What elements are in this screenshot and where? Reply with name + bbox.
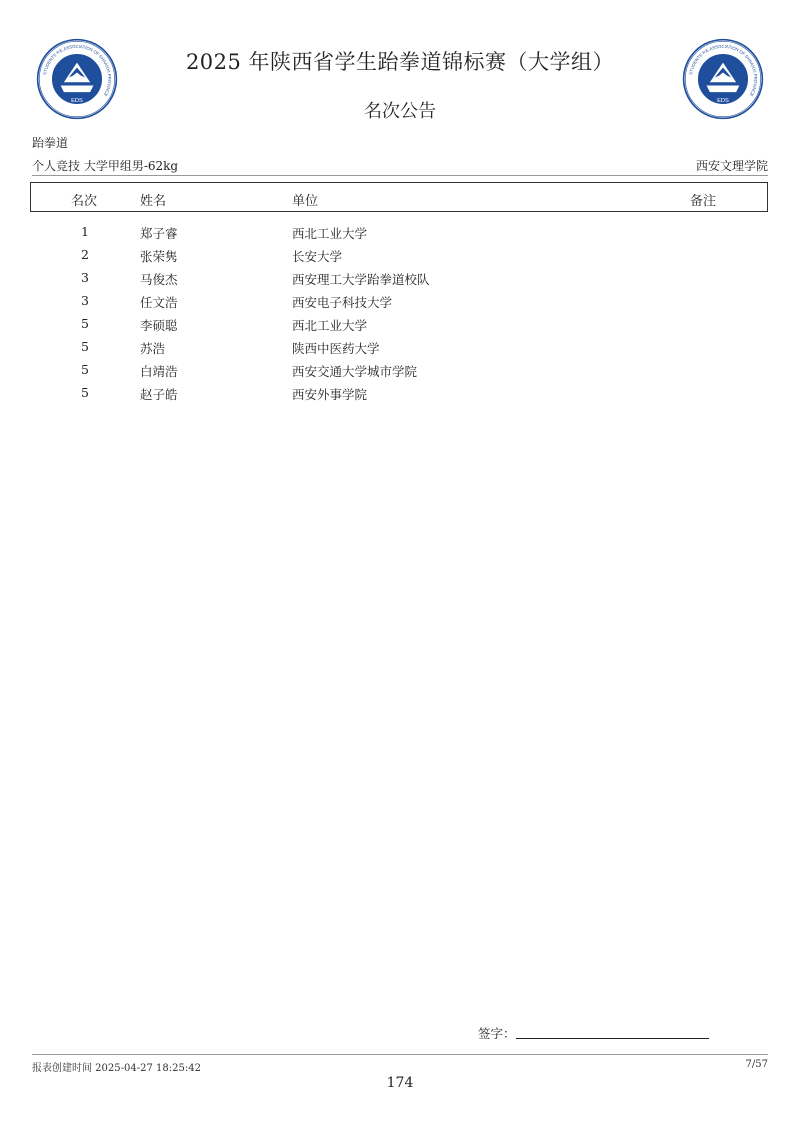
table-row <box>0 314 800 337</box>
table-row <box>0 337 800 360</box>
unit-cell: 西北工业大学 <box>292 226 368 241</box>
name-cell: 马俊杰 <box>140 272 178 287</box>
column-header-rank: 名次 <box>71 194 98 209</box>
unit-cell: 西安交通大学城市学院 <box>292 364 418 379</box>
name-cell: 李硕聪 <box>140 318 178 333</box>
document-title: 2025 年陕西省学生跆拳道锦标赛（大学组） <box>185 50 615 74</box>
page-info: 7/57 <box>745 1059 768 1070</box>
rank-cell: 2 <box>81 247 89 262</box>
results-table-body <box>0 222 800 406</box>
column-header-note: 备注 <box>690 194 717 209</box>
column-header-unit: 单位 <box>292 194 319 209</box>
name-cell: 任文浩 <box>140 295 178 310</box>
page-number: 174 <box>386 1075 414 1091</box>
table-row <box>0 383 800 406</box>
rank-cell: 5 <box>81 316 89 331</box>
unit-cell: 西安理工大学跆拳道校队 <box>292 272 430 287</box>
rank-cell: 1 <box>81 224 89 239</box>
table-header <box>30 182 768 212</box>
svg-text:STUDENTS P.E.ASSOCIATION OF SH: STUDENTS P.E.ASSOCIATION OF SHAANXI PROVINCE <box>688 43 759 98</box>
name-cell: 张荣隽 <box>140 249 178 264</box>
host-label: 西安文理学院 <box>695 159 768 173</box>
svg-text:EDS: EDS <box>717 97 729 104</box>
table-row <box>0 222 800 245</box>
name-cell: 郑子睿 <box>140 226 178 241</box>
unit-cell: 西北工业大学 <box>292 318 368 333</box>
name-cell: 苏浩 <box>140 341 166 356</box>
report-created-time: 报表创建时间 2025-04-27 18:25:42 <box>32 1063 201 1074</box>
table-row <box>0 268 800 291</box>
table-row <box>0 291 800 314</box>
rank-cell: 3 <box>81 270 89 285</box>
rank-cell: 3 <box>81 293 89 308</box>
unit-cell: 长安大学 <box>292 249 343 264</box>
rank-cell: 5 <box>81 362 89 377</box>
footer-divider <box>32 1054 768 1055</box>
rank-cell: 5 <box>81 385 89 400</box>
svg-text:EDS: EDS <box>71 97 83 104</box>
column-header-name: 姓名 <box>140 194 167 209</box>
event-label: 个人竞技 大学甲组男-62kg <box>32 159 179 173</box>
signature-line <box>516 1038 709 1039</box>
unit-cell: 西安外事学院 <box>292 387 368 402</box>
table-row <box>0 360 800 383</box>
unit-cell: 陕西中医药大学 <box>292 341 380 356</box>
rank-cell: 5 <box>81 339 89 354</box>
svg-text:STUDENTS P.E.ASSOCIATION OF SH: STUDENTS P.E.ASSOCIATION OF SHAANXI PROVINCE <box>42 43 113 98</box>
header-divider <box>32 175 768 176</box>
signature-label: 签字： <box>478 1026 516 1041</box>
name-cell: 赵子皓 <box>140 387 178 402</box>
name-cell: 白靖浩 <box>140 364 178 379</box>
table-row <box>0 245 800 268</box>
unit-cell: 西安电子科技大学 <box>292 295 393 310</box>
sport-label: 跆拳道 <box>32 136 69 150</box>
document-subtitle: 名次公告 <box>364 101 436 122</box>
